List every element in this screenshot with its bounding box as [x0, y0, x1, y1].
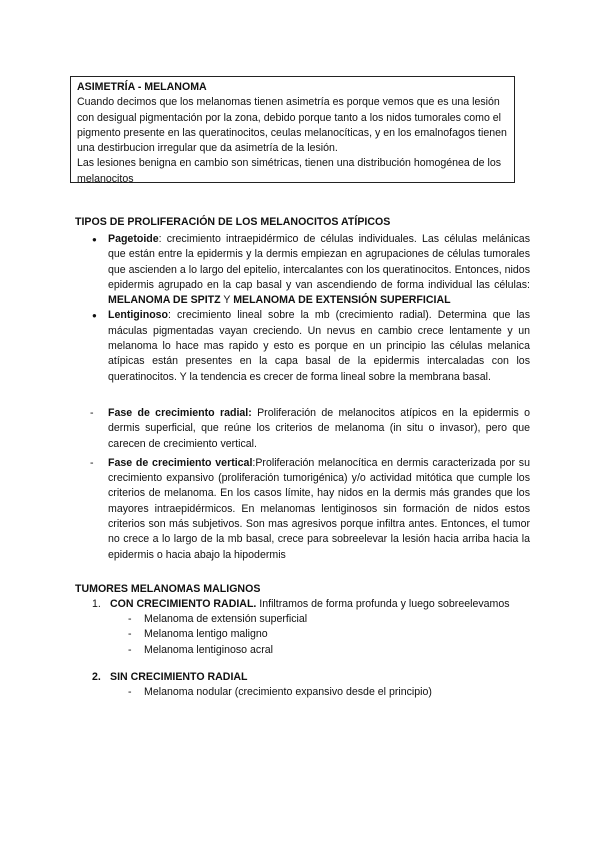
lentiginoso-text: : crecimiento lineal sobre la mb (crecimiento radial). Determina que las máculas pigmentadas vayan creciendo. Un nevus en cambio crece lentamente y un melanoma lo hace mas rapido y esto es porque en un principio las células melanica atípicas están presentes en la capa basal de la epidermis intercaladas con los queratinocitos. Y la tendencia es crecer de forma lineal sobre la membrana basal. — [108, 309, 530, 383]
pagetoide-text: : crecimiento intraepidérmico de células individuales. Las células melánicas que están entre la epidermis y la dermis empiezan en agrupaciones de células tumorales que ascienden a lo largo del epitelio, intercalantes con los queratinocitos. Entonces, nidos epidermis agrupado en la cap basal y van ascendiendo de forma individual las células: — [108, 233, 530, 291]
item-1-label: CON CRECIMIENTO RADIAL. — [110, 598, 257, 610]
item-1-sublist — [128, 612, 307, 658]
list-item-radial-phase — [92, 406, 530, 452]
radial-phase-term: Fase de crecimiento radial: — [108, 407, 252, 419]
list-item: - Melanoma lentiginoso acral — [128, 643, 307, 658]
box-paragraph-1: Cuando decimos que los melanomas tienen asimetría es porque vemos que es una lesión con desigual pigmentación por la zona, debido porque tanto a los nidos tumorales como el pigmento presente en las queratinocitos, ceulas melanocíticas, y en los emalnofagos tienen una destirbucion irregular que da asimetría de la lesión. — [77, 96, 507, 155]
pagetoide-term: Pagetoide — [108, 233, 159, 245]
list-item-pagetoide — [92, 232, 530, 308]
lentiginoso-term: Lentiginoso — [108, 309, 169, 322]
item-2-sublist — [128, 685, 432, 700]
box-paragraph-2: Las lesiones benigna en cambio son simétricas, tienen una distribución homogénea de los melanocitos — [77, 157, 502, 185]
list-item: - Melanoma nodular (crecimiento expansivo desde el principio) — [128, 685, 432, 700]
radial-phase-text: Proliferación de melanocitos atípicos en la epidermis o dermis superficial, que reúne los criterios de melanoma (in situ o invasor), pero que carecen de crecimiento vertical. — [108, 407, 530, 450]
section-2-title: TUMORES MELANOMAS MALIGNOS — [75, 583, 261, 595]
item-1-text: Infiltramos de forma profunda y luego sobreelevamos — [256, 598, 510, 610]
growth-phases-list — [92, 406, 530, 567]
pagetoide-bold-2: MELANOMA DE EXTENSIÓN SUPERFICIAL — [233, 294, 451, 307]
item-1-number: 1. — [92, 598, 101, 610]
vertical-phase-term: Fase de crecimiento vertical — [108, 456, 253, 469]
vertical-phase-text: :Proliferación melanocítica en dermis caracterizada por su crecimiento expansivo (proliferación tumorigénica) y/o actividad mitótica que cumple los criterios de melanoma. En los casos límite, hay nidos en la dermis más grandes que los mayores intraepidérmicos. En melanomas lentiginosos sin formación de nidos estos criterios son más subjetivos. Son mas agresivos porque infiltra antes. Entonces, el tumor no crece a lo largo de la mb basal, crece para sobreelevar la lesión hacia arriba hacia la epidermis o hacia abajo la hipodermis — [108, 456, 530, 561]
pagetoide-bold-1: MELANOMA DE SPITZ — [108, 294, 221, 307]
list-item: - Melanoma de extensión superficial — [128, 612, 307, 627]
pagetoide-joiner: Y — [220, 294, 234, 307]
asymmetry-box — [70, 76, 515, 183]
section-1-title: TIPOS DE PROLIFERACIÓN DE LOS MELANOCITOS ATÍPICOS — [75, 216, 391, 228]
list-item-vertical-phase — [92, 456, 530, 563]
list-item-lentiginoso — [92, 308, 530, 384]
item-1-line — [110, 597, 510, 612]
box-title: ASIMETRÍA - MELANOMA — [77, 81, 207, 93]
item-2-label: SIN CRECIMIENTO RADIAL — [110, 671, 248, 683]
list-item: - Melanoma lentigo maligno — [128, 627, 307, 642]
proliferation-types-list — [92, 232, 530, 385]
item-2-number: 2. — [92, 671, 101, 683]
